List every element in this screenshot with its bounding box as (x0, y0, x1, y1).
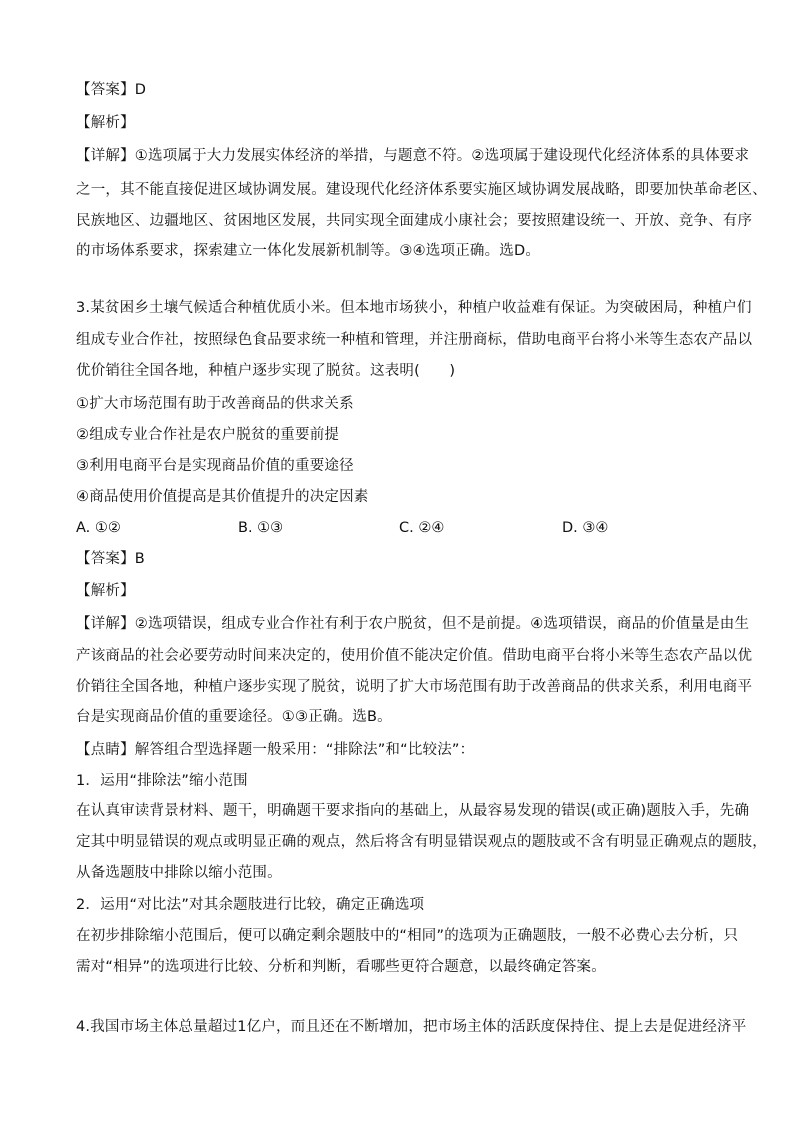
answer-label: 【答案】D (76, 82, 147, 98)
option-d: D. ③④ (562, 520, 609, 536)
detail-line: 价销往全国各地，种植户逐步实现了脱贫，说明了扩大市场范围有助于改善商品的供求关系，利用电商平 (76, 679, 753, 695)
tip-text: 从备选题肢中排除以缩小范围。 (76, 865, 282, 881)
question-3-stem: 3.某贫困乡土壤气候适合种植优质小米。但本地市场狭小，种植户收益难有保证。为突破困局，种植户们 (76, 300, 752, 316)
analysis-label: 【解析】 (76, 115, 135, 131)
question-3-stem: 组成专业合作社，按照绿色食品要求统一种植和管理，并注册商标，借助电商平台将小米等生态农产品以 (76, 332, 753, 348)
detail-line: 产该商品的社会必要劳动时间来决定的，使用价值不能决定价值。借助电商平台将小米等生态农产品以优 (76, 648, 753, 664)
tip-text: 定其中明显错误的观点或明显正确的观点，然后将含有明显错误观点的题肢或不含有明显正确观点的题肢， (76, 834, 767, 850)
statement-item: ③利用电商平台是实现商品价值的重要途径 (76, 458, 354, 474)
statement-item: ④商品使用价值提高是其价值提升的决定因素 (76, 489, 369, 505)
detail-line: 民族地区、边疆地区、贫困地区发展，共同实现全面建成小康社会；要按照建设统一、开放、竞争、有序 (76, 213, 753, 229)
question-3-stem: 优价销往全国各地，种植户逐步实现了脱贫。这表明( ) (76, 363, 456, 379)
option-c: C. ②④ (399, 520, 445, 536)
tip-text: 在初步排除缩小范围后，便可以确定剩余题肢中的“相同”的选项为正确题肢，一般不必费心去分析，只 (76, 928, 739, 944)
detail-line: 【详解】②选项错误，组成专业合作社有利于农户脱贫，但不是前提。④选项错误，商品的价值量是由生 (76, 616, 750, 632)
detail-line: 之一，其不能直接促进区域协调发展。建设现代化经济体系要实施区域协调发展战略，即要加快革命老区、 (76, 182, 767, 198)
tip-heading: 【点睛】解答组合型选择题一般采用：“排除法”和“比较法”： (76, 742, 475, 758)
statement-item: ②组成专业合作社是农户脱贫的重要前提 (76, 427, 340, 443)
option-b: B. ①③ (238, 520, 284, 536)
tip-text: 需对“相异”的选项进行比较、分析和判断，看哪些更符合题意，以最终确定答案。 (76, 959, 606, 975)
detail-line: 台是实现商品价值的重要途径。①③正确。选B。 (76, 709, 392, 725)
analysis-label: 【解析】 (76, 583, 135, 599)
tip-step-1: 1．运用“排除法”缩小范围 (76, 773, 248, 789)
answer-label: 【答案】B (76, 551, 145, 567)
detail-line: 的市场体系要求，探索建立一体化发展新机制等。③④选项正确。选D。 (76, 243, 541, 259)
tip-text: 在认真审读背景材料、题干，明确题干要求指向的基础上，从最容易发现的错误(或正确)题肢入手，先确 (76, 803, 750, 819)
statement-item: ①扩大市场范围有助于改善商品的供求关系 (76, 396, 354, 412)
detail-line: 【详解】①选项属于大力发展实体经济的举措，与题意不符。②选项属于建设现代化经济体系的具体要求 (76, 148, 750, 164)
tip-step-2: 2．运用“对比法”对其余题肢进行比较，确定正确选项 (76, 897, 425, 913)
question-4-stem: 4.我国市场主体总量超过1亿户，而且还在不断增加，把市场主体的活跃度保持住、提上去是促进经济平 (76, 1019, 747, 1035)
option-a: A. ①② (76, 520, 121, 536)
